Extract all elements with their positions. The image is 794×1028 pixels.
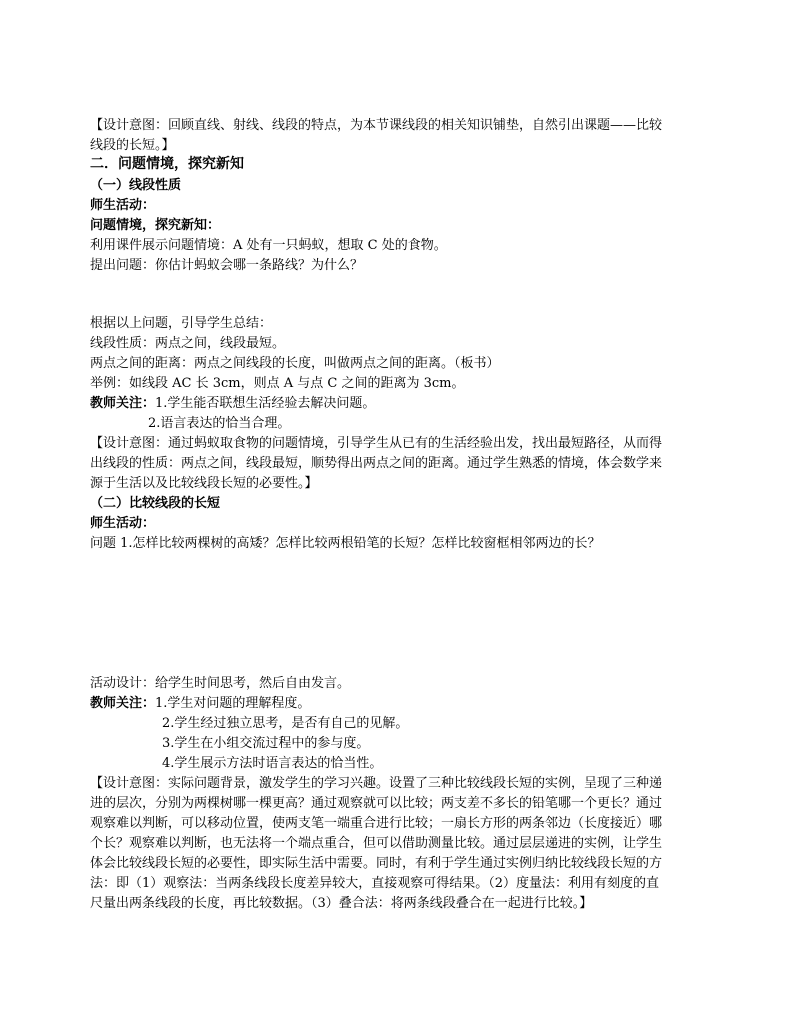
example-paragraph: 举例：如线段 AC 长 3cm，则点 A 与点 C 之间的距离为 3cm。 xyxy=(90,376,465,391)
summary-intro: 根据以上问题，引导学生总结： xyxy=(90,316,273,331)
design-intent-3-line3: 观察难以判断，可以移动位置，使两支笔一端重合进行比较；一扇长方形的两条邻边（长度接近）哪 xyxy=(90,816,663,831)
subsection-1-title: （一）线段性质 xyxy=(90,178,182,193)
teacher-focus-item: 2.语言表达的恰当合理。 xyxy=(148,416,291,431)
distance-definition: 两点之间的距离：两点之间线段的长度，叫做两点之间的距离。（板书） xyxy=(90,356,500,371)
design-intent-3-line7: 尺量出两条线段的长度，再比较数据。（3）叠合法：将两条线段叠合在一起进行比较。】 xyxy=(90,896,593,911)
design-intent-3-line4: 个长？观察难以判断，也无法将一个端点重合，但可以借助测量比较。通过层层递进的实例，让学生 xyxy=(90,836,663,851)
courseware-paragraph: 利用课件展示问题情境：A 处有一只蚂蚁，想取 C 处的食物。 xyxy=(90,238,447,253)
problem-situation-label: 问题情境，探究新知： xyxy=(90,218,221,233)
teacher-focus-item: 1.学生对问题的理解程度。 xyxy=(155,696,311,711)
design-intent-3-line5: 体会比较线段长短的必要性，即实际生活中需要。同时，有利于学生通过实例归纳比较线段长短的方 xyxy=(90,856,663,871)
segment-property: 线段性质：两点之间，线段最短。 xyxy=(90,336,286,351)
design-intent-1-line1: 【设计意图：回顾直线、射线、线段的特点，为本节课线段的相关知识铺垫，自然引出课题——比较 xyxy=(90,118,663,133)
question-1-paragraph: 问题 1.怎样比较两棵树的高矮？怎样比较两根铅笔的长短？怎样比较窗框相邻两边的长？ xyxy=(90,536,601,551)
activity-design-paragraph: 活动设计：给学生时间思考，然后自由发言。 xyxy=(90,676,351,691)
subsection-2-title: （二）比较线段的长短 xyxy=(90,496,221,511)
teacher-focus-label: 教师关注： xyxy=(90,696,156,711)
question-paragraph: 提出问题：你估计蚂蚁会哪一条路线？为什么？ xyxy=(90,258,364,273)
teacher-focus-item: 2.学生经过独立思考，是否有自己的见解。 xyxy=(162,716,409,731)
design-intent-3-line2: 进的层次，分别为两棵树哪一棵更高？通过观察就可以比较；两支差不多长的铅笔哪一个更长？通过 xyxy=(90,796,663,811)
design-intent-2-line3: 源于生活以及比较线段长短的必要性。】 xyxy=(90,476,318,491)
design-intent-2-line1: 【设计意图：通过蚂蚁取食物的问题情境，引导学生从已有的生活经验出发，找出最短路径，从而得 xyxy=(90,436,663,451)
teacher-focus-label: 教师关注： xyxy=(90,396,156,411)
teacher-focus-item: 1.学生能否联想生活经验去解决问题。 xyxy=(155,396,376,411)
teacher-focus-item: 3.学生在小组交流过程中的参与度。 xyxy=(162,736,370,751)
design-intent-1-line2: 线段的长短。】 xyxy=(90,138,175,153)
teacher-student-activity-label: 师生活动： xyxy=(90,198,156,213)
design-intent-3-line6: 法：即（1）观察法：当两条线段长度差异较大，直接观察可得结果。（2）度量法：利用有刻度的直 xyxy=(90,876,660,891)
teacher-focus-1 xyxy=(90,394,375,413)
teacher-student-activity-label: 师生活动： xyxy=(90,516,156,531)
teacher-focus-item: 4.学生展示方法时语言表达的恰当性。 xyxy=(162,756,383,771)
design-intent-2-line2: 出线段的性质：两点之间，线段最短，顺势得出两点之间的距离。通过学生熟悉的情境，体会数学来 xyxy=(90,456,663,471)
section-2-title: 二．问题情境，探究新知 xyxy=(90,156,244,172)
teacher-focus-2 xyxy=(90,694,310,713)
design-intent-3-line1: 【设计意图：实际问题背景，激发学生的学习兴趣。设置了三种比较线段长短的实例，呈现了三种递 xyxy=(90,776,663,791)
